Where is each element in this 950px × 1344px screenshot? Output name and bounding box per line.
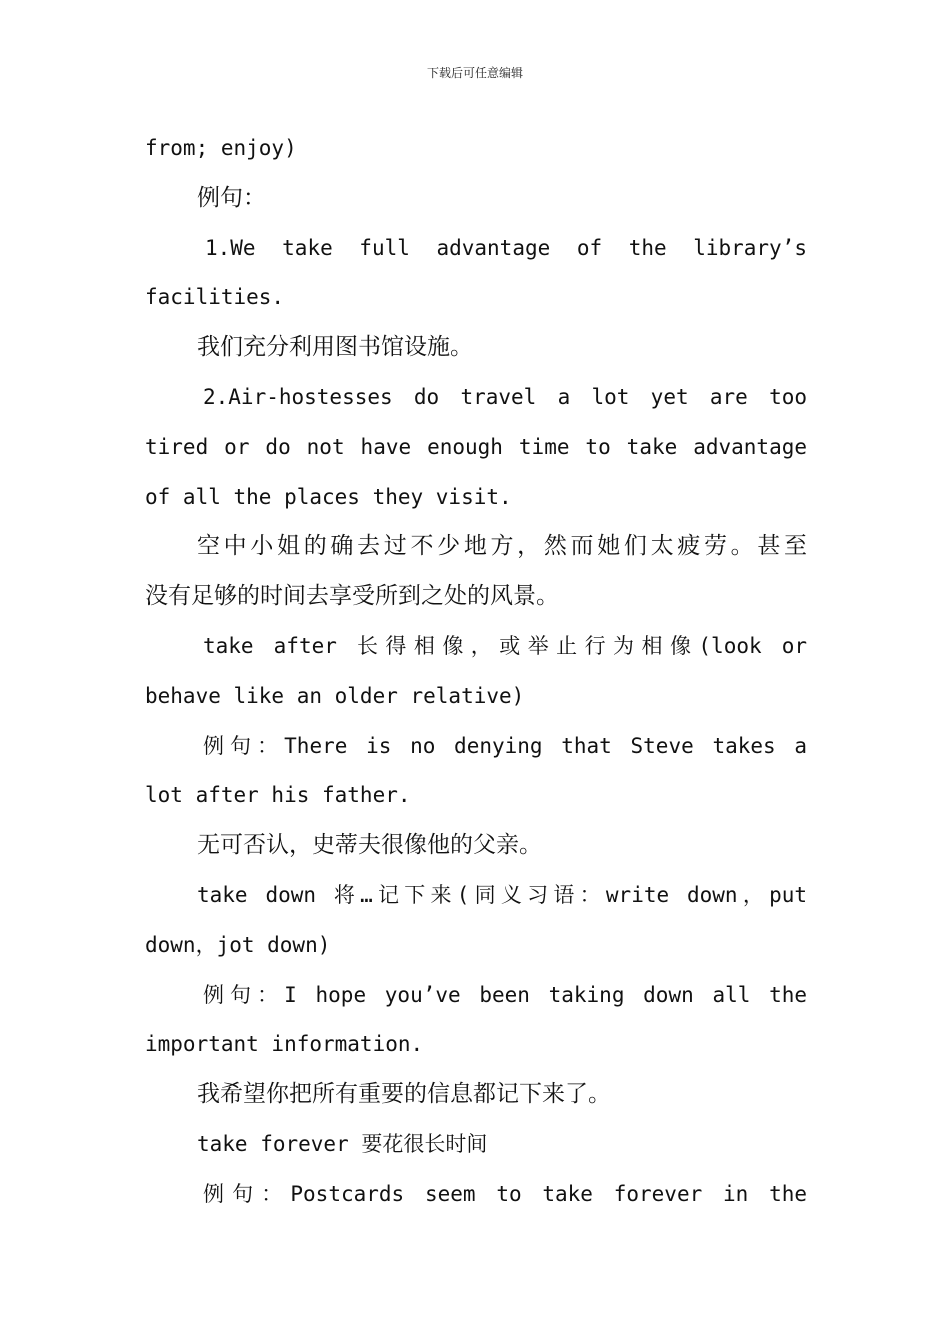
- paragraph-line: 2.Air-hostesses do travel a lot yet are too: [203, 384, 807, 409]
- paragraph-line: 例句：: [197, 184, 266, 211]
- document-body: [145, 124, 807, 1220]
- paragraph-line: down，jot down): [145, 932, 331, 957]
- page-header: 下载后可任意编辑: [426, 66, 523, 80]
- paragraph-line: tired or do not have enough time to take advantage: [145, 434, 807, 459]
- paragraph-line: 例句：I hope you’ve been taking down all the: [203, 982, 807, 1007]
- paragraph-line: 例句：Postcards seem to take forever in the: [203, 1181, 807, 1206]
- paragraph-line: take after 长得相像，或举止行为相像(look or: [203, 633, 807, 658]
- paragraph-line: take forever 要花很长时间: [197, 1131, 488, 1156]
- paragraph-line: from; enjoy): [145, 136, 297, 160]
- paragraph-line: of all the places they visit.: [145, 484, 512, 509]
- paragraph-line: 我希望你把所有重要的信息都记下来了。: [197, 1081, 611, 1108]
- paragraph-line: 1.We take full advantage of the library’s: [205, 235, 807, 260]
- paragraph-line: lot after his father.: [145, 783, 411, 808]
- paragraph-line: take down 将…记下来(同义习语：write down，put: [197, 882, 807, 907]
- paragraph-line: 我们充分利用图书馆设施。: [197, 334, 473, 361]
- paragraph-line: 没有足够的时间去享受所到之处的风景。: [145, 583, 559, 610]
- paragraph-line: important information.: [145, 1032, 424, 1057]
- paragraph-line: 无可否认，史蒂夫很像他的父亲。: [197, 832, 542, 859]
- paragraph-line: 空中小姐的确去过不少地方，然而她们太疲劳。甚至: [197, 533, 807, 560]
- paragraph-line: facilities.: [145, 285, 285, 310]
- paragraph-line: 例句：There is no denying that Steve takes a: [203, 733, 807, 758]
- paragraph-line: behave like an older relative): [145, 683, 525, 708]
